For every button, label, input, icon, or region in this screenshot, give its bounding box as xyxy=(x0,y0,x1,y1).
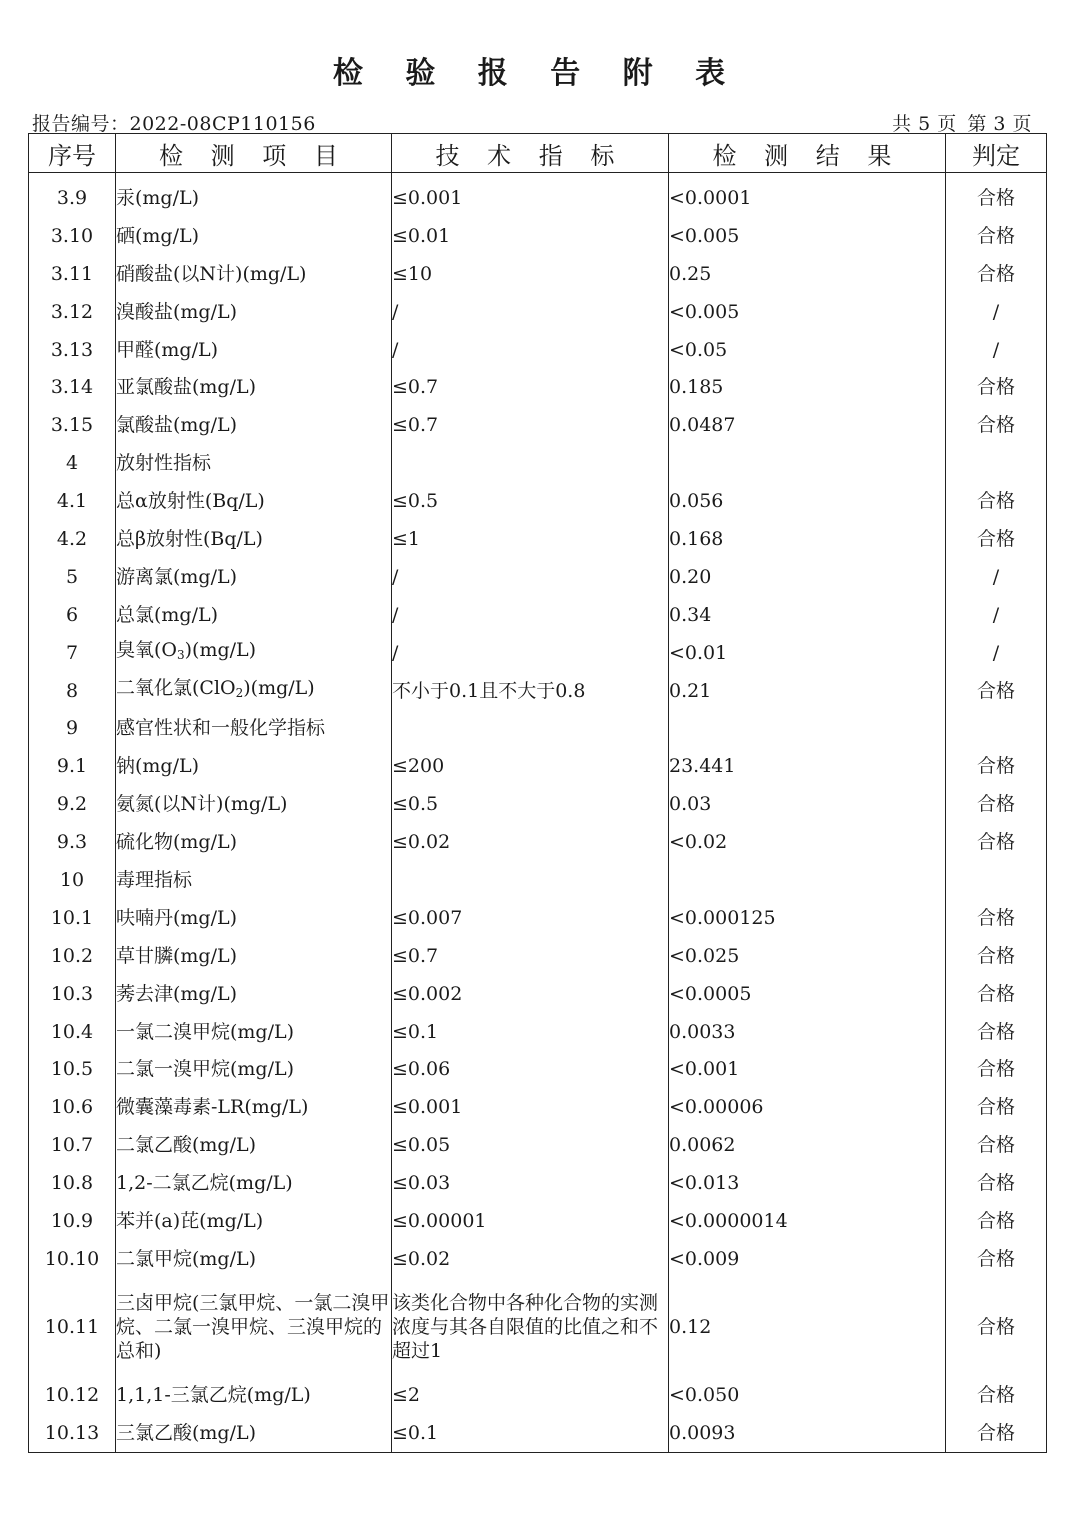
technical-spec: ≤2 xyxy=(392,1376,669,1414)
table-header-row xyxy=(29,134,1047,173)
judgement xyxy=(946,861,1047,899)
table-row xyxy=(29,558,1047,596)
technical-spec: ≤0.02 xyxy=(392,823,669,861)
technical-spec: ≤0.1 xyxy=(392,1414,669,1452)
judgement: 合格 xyxy=(946,179,1047,217)
row-number: 3.10 xyxy=(29,217,116,255)
item-name: 总氯(mg/L) xyxy=(116,596,392,634)
test-result xyxy=(669,861,946,899)
table-row xyxy=(29,179,1047,217)
judgement xyxy=(946,444,1047,482)
technical-spec: ≤0.02 xyxy=(392,1240,669,1278)
table-row xyxy=(29,861,1047,899)
row-number: 4.1 xyxy=(29,482,116,520)
item-name-tail: )(mg/L) xyxy=(243,677,315,700)
judgement: 合格 xyxy=(946,482,1047,520)
table-row xyxy=(29,747,1047,785)
item-name: 氯酸盐(mg/L) xyxy=(116,406,392,444)
table-row xyxy=(29,1013,1047,1051)
row-number: 3.14 xyxy=(29,368,116,406)
row-number: 9 xyxy=(29,709,116,747)
test-result: <0.0000014 xyxy=(669,1202,946,1240)
row-number: 10.8 xyxy=(29,1164,116,1202)
row-number: 10.13 xyxy=(29,1414,116,1452)
test-result: <0.005 xyxy=(669,217,946,255)
technical-spec: ≤0.7 xyxy=(392,368,669,406)
item-name: 二氯乙酸(mg/L) xyxy=(116,1126,392,1164)
technical-spec: ≤0.7 xyxy=(392,937,669,975)
table-row xyxy=(29,975,1047,1013)
item-name: 二氯一溴甲烷(mg/L) xyxy=(116,1050,392,1088)
technical-spec: 不小于0.1且不大于0.8 xyxy=(392,672,669,710)
table-row xyxy=(29,217,1047,255)
judgement: 合格 xyxy=(946,1013,1047,1051)
col-header-judgement: 判定 xyxy=(946,134,1047,173)
test-result: <0.02 xyxy=(669,823,946,861)
item-name: 微囊藻毒素-LR(mg/L) xyxy=(116,1088,392,1126)
judgement: 合格 xyxy=(946,520,1047,558)
technical-spec: / xyxy=(392,558,669,596)
judgement: 合格 xyxy=(946,672,1047,710)
page-indicator xyxy=(888,109,1032,136)
row-number: 7 xyxy=(29,634,116,672)
judgement: / xyxy=(946,596,1047,634)
judgement: 合格 xyxy=(946,899,1047,937)
page-total: 共 5 页 xyxy=(892,113,957,135)
item-name: 毒理指标 xyxy=(116,861,392,899)
judgement: 合格 xyxy=(946,1202,1047,1240)
table-row xyxy=(29,596,1047,634)
judgement: 合格 xyxy=(946,937,1047,975)
table-row xyxy=(29,634,1047,672)
table-row xyxy=(29,293,1047,331)
table-row xyxy=(29,1088,1047,1126)
table-row xyxy=(29,1278,1047,1376)
test-result xyxy=(669,709,946,747)
row-number: 10.1 xyxy=(29,899,116,937)
table-row xyxy=(29,1202,1047,1240)
table-row xyxy=(29,709,1047,747)
technical-spec: / xyxy=(392,634,669,672)
judgement: 合格 xyxy=(946,368,1047,406)
item-name-text: 臭氧(O xyxy=(116,639,177,662)
test-result: 0.185 xyxy=(669,368,946,406)
item-name: 总α放射性(Bq/L) xyxy=(116,482,392,520)
judgement: 合格 xyxy=(946,823,1047,861)
row-number: 3.12 xyxy=(29,293,116,331)
item-name: 汞(mg/L) xyxy=(116,179,392,217)
row-number: 10.10 xyxy=(29,1240,116,1278)
judgement: 合格 xyxy=(946,1126,1047,1164)
test-result: 0.0093 xyxy=(669,1414,946,1452)
table-row xyxy=(29,1126,1047,1164)
technical-spec: ≤0.5 xyxy=(392,482,669,520)
test-result: <0.000125 xyxy=(669,899,946,937)
item-name: 硝酸盐(以N计)(mg/L) xyxy=(116,255,392,293)
table-row xyxy=(29,1414,1047,1452)
item-name: 莠去津(mg/L) xyxy=(116,975,392,1013)
judgement: 合格 xyxy=(946,1278,1047,1376)
table-row xyxy=(29,331,1047,369)
item-name-subscript: 3 xyxy=(177,648,185,663)
judgement: / xyxy=(946,331,1047,369)
test-result xyxy=(669,444,946,482)
item-name: 1,1,1-三氯乙烷(mg/L) xyxy=(116,1376,392,1414)
item-name: 呋喃丹(mg/L) xyxy=(116,899,392,937)
test-result: 0.20 xyxy=(669,558,946,596)
test-result: 23.441 xyxy=(669,747,946,785)
item-name: 三氯乙酸(mg/L) xyxy=(116,1414,392,1452)
item-name: 总β放射性(Bq/L) xyxy=(116,520,392,558)
judgement: 合格 xyxy=(946,1240,1047,1278)
row-number: 10.11 xyxy=(29,1278,116,1376)
judgement: 合格 xyxy=(946,747,1047,785)
judgement: 合格 xyxy=(946,1088,1047,1126)
row-number: 10.9 xyxy=(29,1202,116,1240)
row-number: 4 xyxy=(29,444,116,482)
technical-spec: / xyxy=(392,293,669,331)
technical-spec: ≤200 xyxy=(392,747,669,785)
test-result: <0.013 xyxy=(669,1164,946,1202)
row-number: 9.2 xyxy=(29,785,116,823)
technical-spec xyxy=(392,444,669,482)
test-result: 0.25 xyxy=(669,255,946,293)
row-number: 3.15 xyxy=(29,406,116,444)
technical-spec: / xyxy=(392,596,669,634)
test-result: <0.050 xyxy=(669,1376,946,1414)
item-name xyxy=(116,672,392,710)
test-result: <0.025 xyxy=(669,937,946,975)
item-name: 三卤甲烷(三氯甲烷、一氯二溴甲烷、二氯一溴甲烷、三溴甲烷的总和) xyxy=(116,1278,392,1376)
judgement: 合格 xyxy=(946,1164,1047,1202)
test-result: 0.0487 xyxy=(669,406,946,444)
judgement: 合格 xyxy=(946,255,1047,293)
test-result: 0.12 xyxy=(669,1278,946,1376)
item-name: 二氯甲烷(mg/L) xyxy=(116,1240,392,1278)
table-row xyxy=(29,482,1047,520)
item-name: 苯并(a)芘(mg/L) xyxy=(116,1202,392,1240)
item-name: 放射性指标 xyxy=(116,444,392,482)
row-number: 10.12 xyxy=(29,1376,116,1414)
table-row xyxy=(29,255,1047,293)
item-name: 氨氮(以N计)(mg/L) xyxy=(116,785,392,823)
test-result: 0.03 xyxy=(669,785,946,823)
row-number: 10.2 xyxy=(29,937,116,975)
page-current: 第 3 页 xyxy=(967,113,1032,135)
report-title: 检 验 报 告 附 表 xyxy=(332,56,742,91)
technical-spec: ≤0.01 xyxy=(392,217,669,255)
judgement: 合格 xyxy=(946,1050,1047,1088)
table-row xyxy=(29,823,1047,861)
judgement: / xyxy=(946,634,1047,672)
test-result: <0.0005 xyxy=(669,975,946,1013)
table-row xyxy=(29,899,1047,937)
item-name: 1,2-二氯乙烷(mg/L) xyxy=(116,1164,392,1202)
table-row xyxy=(29,368,1047,406)
table-row xyxy=(29,1050,1047,1088)
technical-spec: ≤0.007 xyxy=(392,899,669,937)
row-number: 10.3 xyxy=(29,975,116,1013)
judgement: 合格 xyxy=(946,975,1047,1013)
test-result: 0.21 xyxy=(669,672,946,710)
technical-spec: ≤0.7 xyxy=(392,406,669,444)
technical-spec: ≤0.05 xyxy=(392,1126,669,1164)
judgement: / xyxy=(946,293,1047,331)
test-result: <0.01 xyxy=(669,634,946,672)
item-name: 溴酸盐(mg/L) xyxy=(116,293,392,331)
test-result: 0.34 xyxy=(669,596,946,634)
table-row xyxy=(29,1376,1047,1414)
table-row xyxy=(29,1240,1047,1278)
judgement: 合格 xyxy=(946,406,1047,444)
row-number: 10.7 xyxy=(29,1126,116,1164)
judgement: 合格 xyxy=(946,1414,1047,1452)
row-number: 9.1 xyxy=(29,747,116,785)
item-name: 硒(mg/L) xyxy=(116,217,392,255)
judgement: / xyxy=(946,558,1047,596)
technical-spec: ≤10 xyxy=(392,255,669,293)
technical-spec: ≤0.1 xyxy=(392,1013,669,1051)
row-number: 8 xyxy=(29,672,116,710)
row-number: 3.11 xyxy=(29,255,116,293)
test-result: <0.009 xyxy=(669,1240,946,1278)
item-name-subscript: 2 xyxy=(235,686,244,701)
row-number: 10 xyxy=(29,861,116,899)
item-name-tail: )(mg/L) xyxy=(184,639,257,662)
results-table xyxy=(28,133,1047,1453)
test-result: <0.0001 xyxy=(669,179,946,217)
table-row xyxy=(29,937,1047,975)
report-number: 报告编号：2022-08CP110156 xyxy=(32,113,316,135)
table-row xyxy=(29,785,1047,823)
technical-spec: ≤0.5 xyxy=(392,785,669,823)
row-number: 6 xyxy=(29,596,116,634)
row-number: 3.9 xyxy=(29,179,116,217)
technical-spec: ≤0.001 xyxy=(392,179,669,217)
table-row xyxy=(29,520,1047,558)
test-result: <0.05 xyxy=(669,331,946,369)
test-result: 0.168 xyxy=(669,520,946,558)
item-name: 草甘膦(mg/L) xyxy=(116,937,392,975)
test-result: 0.0033 xyxy=(669,1013,946,1051)
table-row xyxy=(29,672,1047,710)
item-name xyxy=(116,634,392,672)
col-header-spec: 技 术 指 标 xyxy=(392,134,669,173)
row-number: 5 xyxy=(29,558,116,596)
row-number: 10.4 xyxy=(29,1013,116,1051)
test-result: 0.056 xyxy=(669,482,946,520)
technical-spec: ≤0.00001 xyxy=(392,1202,669,1240)
technical-spec xyxy=(392,709,669,747)
item-name: 一氯二溴甲烷(mg/L) xyxy=(116,1013,392,1051)
judgement: 合格 xyxy=(946,785,1047,823)
row-number: 9.3 xyxy=(29,823,116,861)
row-number: 4.2 xyxy=(29,520,116,558)
item-name: 游离氯(mg/L) xyxy=(116,558,392,596)
col-header-no: 序号 xyxy=(29,134,116,173)
table-row xyxy=(29,1164,1047,1202)
test-result: <0.001 xyxy=(669,1050,946,1088)
item-name-text: 二氧化氯(ClO xyxy=(116,677,236,700)
judgement: 合格 xyxy=(946,1376,1047,1414)
technical-spec: ≤0.06 xyxy=(392,1050,669,1088)
technical-spec: / xyxy=(392,331,669,369)
judgement: 合格 xyxy=(946,217,1047,255)
col-header-item: 检 测 项 目 xyxy=(116,134,392,173)
row-number: 3.13 xyxy=(29,331,116,369)
item-name: 钠(mg/L) xyxy=(116,747,392,785)
judgement xyxy=(946,709,1047,747)
test-result: 0.0062 xyxy=(669,1126,946,1164)
technical-spec: ≤0.03 xyxy=(392,1164,669,1202)
technical-spec: ≤1 xyxy=(392,520,669,558)
row-number: 10.5 xyxy=(29,1050,116,1088)
item-name: 硫化物(mg/L) xyxy=(116,823,392,861)
test-result: <0.005 xyxy=(669,293,946,331)
technical-spec: 该类化合物中各种化合物的实测浓度与其各自限值的比值之和不超过1 xyxy=(392,1278,669,1376)
table-row xyxy=(29,444,1047,482)
technical-spec: ≤0.002 xyxy=(392,975,669,1013)
test-result: <0.00006 xyxy=(669,1088,946,1126)
technical-spec xyxy=(392,861,669,899)
item-name: 亚氯酸盐(mg/L) xyxy=(116,368,392,406)
row-number: 10.6 xyxy=(29,1088,116,1126)
col-header-result: 检 测 结 果 xyxy=(669,134,946,173)
technical-spec: ≤0.001 xyxy=(392,1088,669,1126)
item-name: 感官性状和一般化学指标 xyxy=(116,709,392,747)
item-name: 甲醛(mg/L) xyxy=(116,331,392,369)
table-row xyxy=(29,406,1047,444)
